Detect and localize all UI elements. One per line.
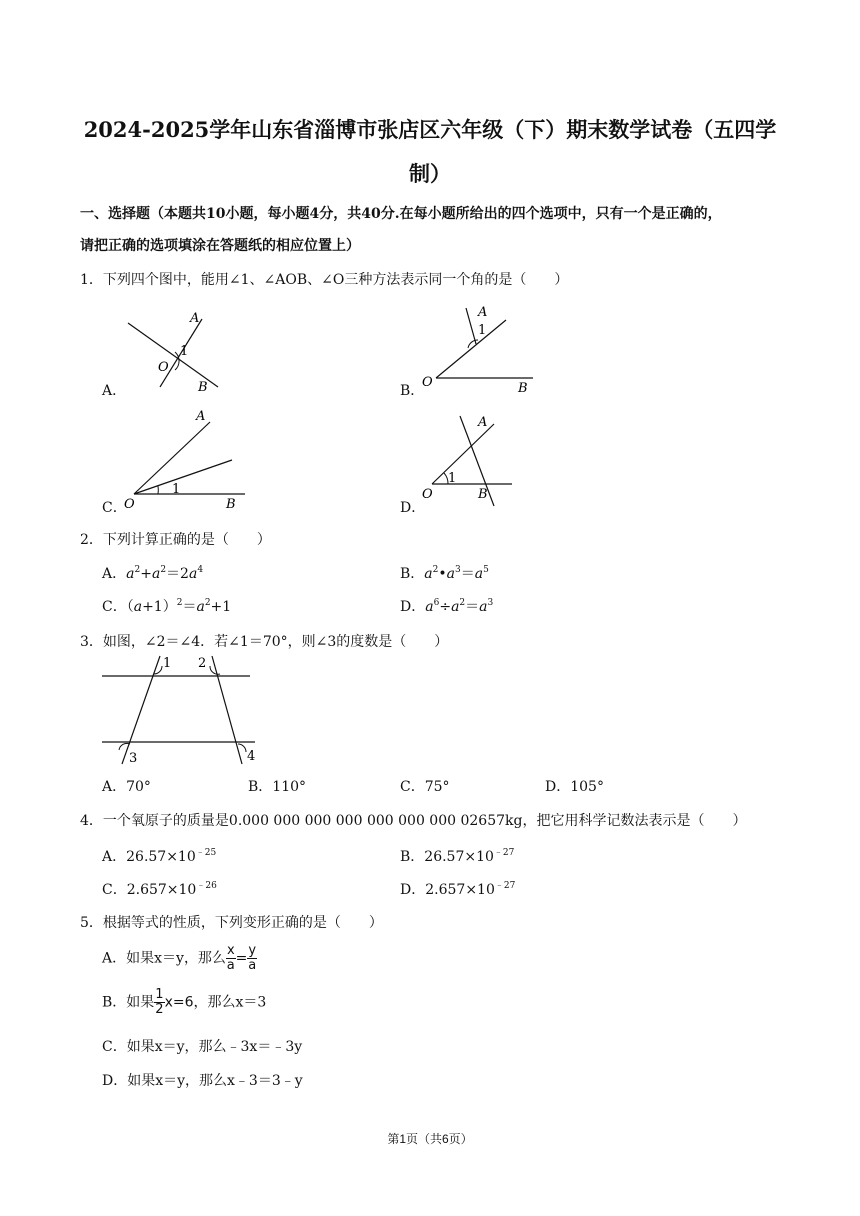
svg-text:1: 1 (180, 344, 189, 359)
section-header-line2: 请把正确的选项填涂在答题纸的相应位置上） (80, 238, 360, 254)
page-footer: 第1页（共6页） (387, 1132, 473, 1146)
q3-option-d: D．105° (545, 779, 604, 795)
q4-option-c: C．$2.657\times 10^{﹣26}$ (102, 881, 217, 898)
q1-figure-d (418, 410, 528, 510)
q5-option-d: D．如果x＝y，那么x﹣3＝3﹣y (102, 1073, 303, 1089)
q5-option-b: B．如果 $\frac{1}{2}$ x=6，那么x＝3 (102, 987, 267, 1017)
q1-figure-a (120, 305, 230, 400)
q1-option-b-label: B． (400, 383, 425, 399)
svg-text:1: 1 (478, 323, 487, 338)
q1-figure-c (120, 408, 250, 512)
svg-text:A: A (196, 409, 206, 424)
q3-option-a: A．70° (102, 779, 151, 795)
svg-text:O: O (422, 487, 433, 502)
q4-option-d: D．$2.657\times 10^{﹣27}$ (400, 881, 516, 898)
question-3-stem: 3．如图，∠2＝∠4．若∠1＝70°，则∠3的度数是（ ） (80, 634, 449, 650)
q3-figure (100, 652, 265, 770)
q2-option-b: B．$a^2•a^3=a^5$ (400, 565, 489, 582)
svg-text:1: 1 (448, 471, 457, 486)
q3-angle-2-label: 2 (198, 656, 207, 671)
svg-text:B: B (518, 381, 528, 396)
q2-option-a: A．$a^2+a^2=2a^4$ (102, 565, 204, 582)
svg-text:1: 1 (172, 482, 181, 497)
question-4-stem: 4．一个氧原子的质量是0.000 000 000 000 000 000 000 02657kg，把它用科学记数法表示是（ ） (80, 813, 747, 829)
q1-option-a-label: A． (102, 383, 127, 399)
q1a-label-o: O (158, 360, 169, 375)
q1-option-c-label: C． (102, 500, 127, 516)
q1-option-d-label: D． (400, 500, 426, 516)
q4-option-a: A．$26.57\times 10^{﹣25}$ (102, 848, 217, 865)
svg-text:A: A (478, 415, 488, 430)
svg-text:B: B (226, 497, 236, 512)
q1-figure-b (418, 302, 538, 397)
svg-text:O: O (124, 497, 135, 512)
question-1-stem: 1．下列四个图中，能用∠1、∠AOB、∠O三种方法表示同一个角的是（ ） (80, 272, 569, 288)
q3-angle-4-label: 4 (247, 749, 256, 764)
q1a-label-a: A (190, 311, 200, 326)
q5-option-a: A．如果x＝y，那么 $\frac{x}{a}$ = $\frac{y}{a}$ (102, 943, 257, 973)
q3-angle-3-label: 3 (129, 751, 138, 766)
section-header-line1: 一、选择题（本题共10小题，每小题4分，共40分.在每小题所给出的四个选项中，只有一个是正确的， (80, 206, 722, 222)
q1a-label-b: B (198, 380, 208, 395)
page-title-line2: 制） (409, 161, 451, 186)
page-title-line1: 2024-2025学年山东省淄博市张店区六年级（下）期末数学试卷（五四学 (83, 117, 777, 142)
svg-text:A: A (478, 305, 488, 320)
q3-option-b: B．110° (248, 779, 307, 795)
question-5-stem: 5．根据等式的性质，下列变形正确的是（ ） (80, 915, 383, 931)
q2-option-c: C．$(a+1)^2=a^2+1$ (102, 598, 232, 615)
question-2-stem: 2．下列计算正确的是（ ） (80, 532, 271, 548)
q4-option-b: B．$26.57\times 10^{﹣27}$ (400, 848, 515, 865)
q3-angle-1-label: 1 (163, 656, 172, 671)
svg-text:B: B (478, 487, 488, 502)
q2-option-d: D．$a^6\div a^2=a^3$ (400, 598, 494, 615)
svg-text:O: O (422, 375, 433, 390)
q3-option-c: C．75° (400, 779, 450, 795)
q5-option-c: C．如果x＝y，那么﹣3x＝﹣3y (102, 1039, 303, 1055)
